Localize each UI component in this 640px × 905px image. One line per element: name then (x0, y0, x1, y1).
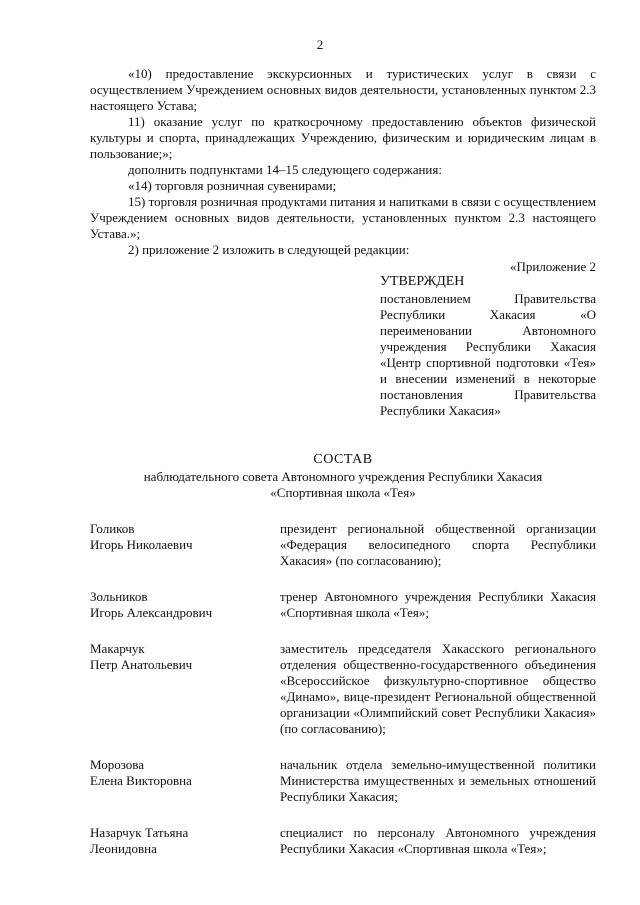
member-row (90, 757, 596, 805)
paragraph-appendix-2: 2) приложение 2 изложить в следующей редакции: (128, 242, 410, 257)
composition-subtitle-line2: «Спортивная школа «Тея» (270, 485, 416, 500)
composition-subtitle-line1: наблюдательного совета Автономного учреждения Республики Хакасия (143, 469, 543, 484)
composition-title: СОСТАВ (313, 452, 373, 467)
member-given-name: Петр Анатольевич (90, 657, 193, 672)
member-row (90, 641, 596, 737)
member-name (90, 641, 280, 737)
body-text (90, 66, 596, 258)
member-row (90, 521, 596, 569)
page-number: 2 (316, 37, 324, 52)
composition-header (90, 451, 596, 501)
member-given-name: Леонидовна (90, 841, 157, 856)
member-given-name: Игорь Александрович (90, 605, 213, 620)
member-given-name: Игорь Николаевич (90, 537, 193, 552)
member-name (90, 757, 280, 805)
member-row (90, 589, 596, 621)
member-surname: Зольников (90, 589, 148, 604)
member-surname: Назарчук Татьяна (90, 825, 189, 840)
member-role: заместитель председателя Хакасского регионального отделения общественно-государственного объединения «Всероссийское физкультурно-спортивное общество «Динамо», вице-президент Региональной общественной организации «Олимпийский совет Республики Хакасия» (по согласованию); (280, 641, 596, 736)
paragraph-item-10: «10) предоставление экскурсионных и туристических услуг в связи с осуществлением Учреждением основных видов деятельности, установленных пунктом 2.3 настоящего Устава; (90, 66, 596, 113)
paragraph-item-15: 15) торговля розничная продуктами питания и напитками в связи с осуществлением Учреждением основных видов деятельности, установленных пунктом 2.3 настоящего Устава.»; (90, 194, 596, 241)
approval-block (380, 273, 596, 419)
member-role: тренер Автономного учреждения Республики Хакасия «Спортивная школа «Тея»; (280, 589, 596, 620)
member-role: президент региональной общественной организации «Федерация велосипедного спорта Республики Хакасия» (по согласованию); (280, 521, 596, 568)
member-given-name: Елена Викторовна (90, 773, 192, 788)
members-list (90, 521, 596, 877)
member-name (90, 589, 280, 621)
member-surname: Макарчук (90, 641, 145, 656)
appendix-title: «Приложение 2 (509, 259, 596, 274)
member-name (90, 521, 280, 569)
paragraph-add-subitems: дополнить подпунктами 14–15 следующего содержания: (128, 162, 442, 177)
member-name (90, 825, 280, 857)
paragraph-item-14: «14) торговля розничная сувенирами; (128, 178, 337, 193)
member-role: специалист по персоналу Автономного учреждения Республики Хакасия «Спортивная школа «Тея»; (280, 825, 596, 856)
member-surname: Голиков (90, 521, 135, 536)
approval-heading: УТВЕРЖДЕН (380, 274, 465, 289)
member-row (90, 825, 596, 857)
member-role: начальник отдела земельно-имущественной политики Министерства имущественных и земельных отношений Республики Хакасия; (280, 757, 596, 804)
approval-text: постановлением Правительства Республики Хакасия «О переименовании Автономного учреждения Республики Хакасия «Центр спортивной подготовки «Тея» и внесении изменений в некоторые постановления Правительства Республики Хакасия» (380, 291, 596, 418)
paragraph-item-11: 11) оказание услуг по краткосрочному предоставлению объектов физической культуры и спорта, принадлежащих Учреждению, физическим и юридическим лицам в пользование;»; (90, 114, 596, 161)
member-surname: Морозова (90, 757, 145, 772)
